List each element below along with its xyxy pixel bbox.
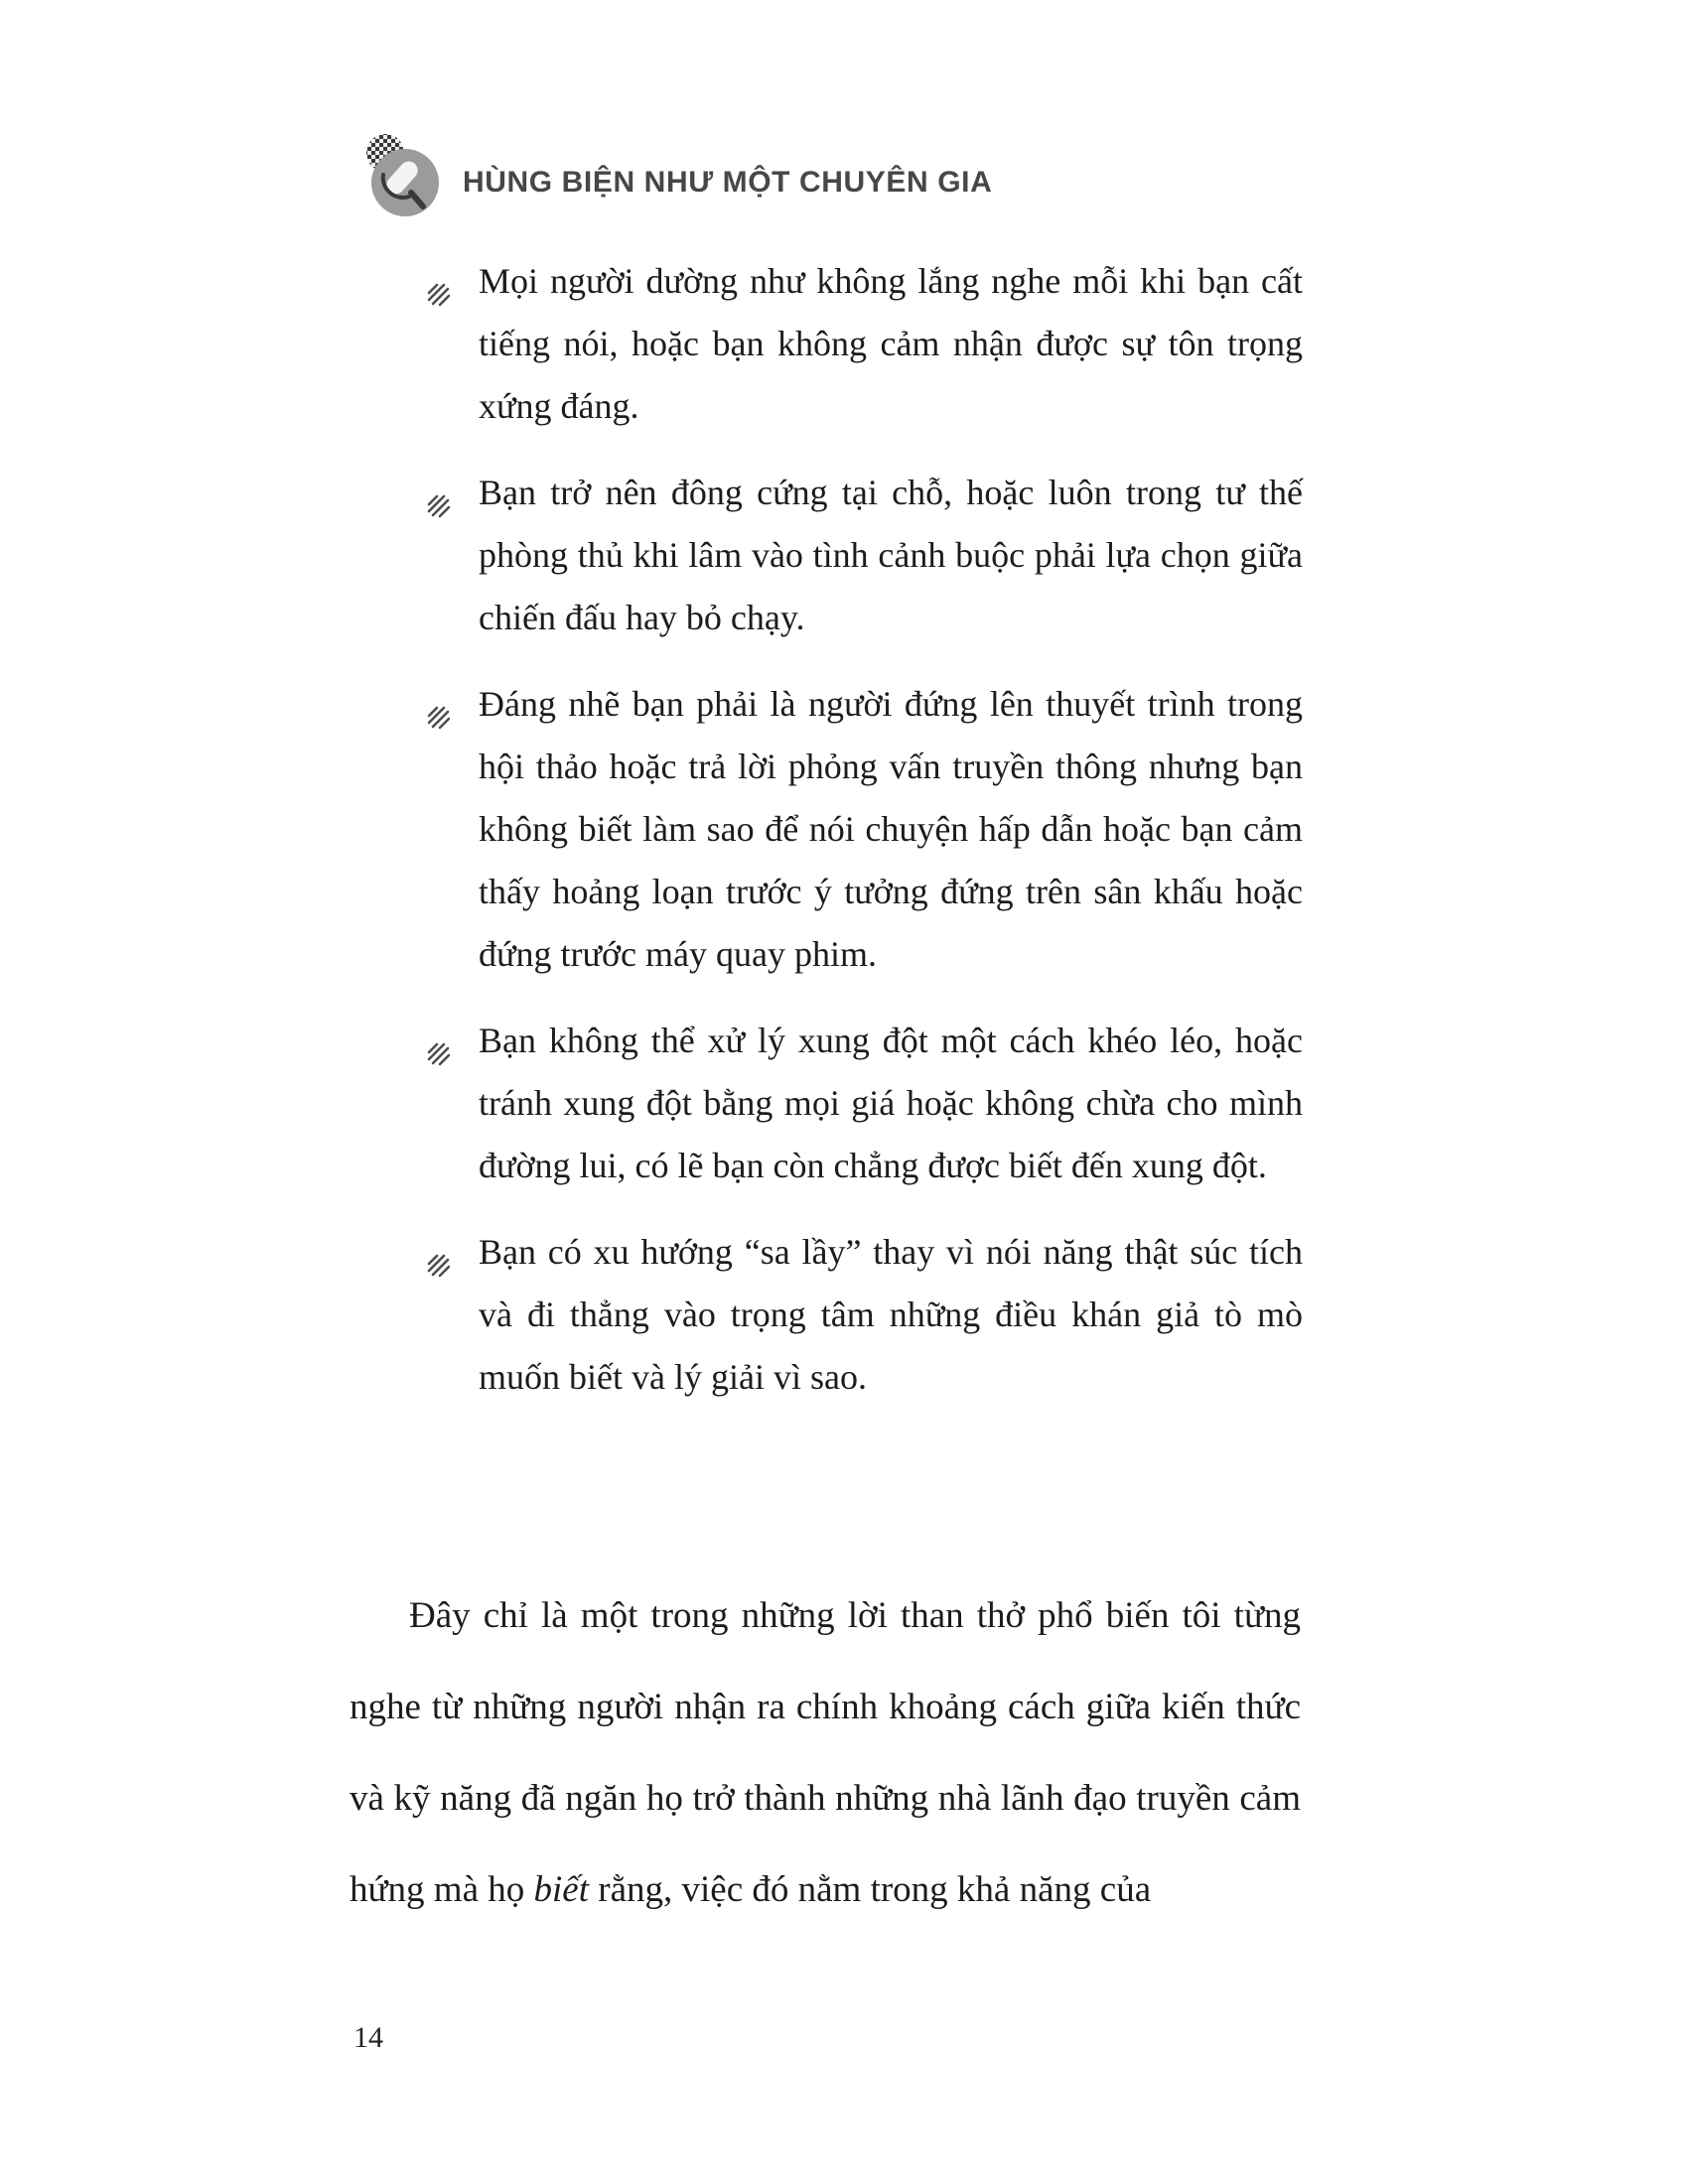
bullet-list: [427, 250, 1303, 1433]
page-title: HÙNG BIỆN NHƯ MỘT CHUYÊN GIA: [463, 166, 993, 199]
bullet-text: Bạn trở nên đông cứng tại chỗ, hoặc luôn trong tư thế phòng thủ khi lâm vào tình cảnh buộc phải lựa chọn giữa chiến đấu hay bỏ chạy.: [479, 473, 1303, 637]
list-item: [427, 1221, 1303, 1409]
page-number: 14: [353, 2021, 383, 2054]
paragraph-text-after: rằng, việc đó nằm trong khả năng của: [589, 1869, 1152, 1910]
bullet-text: Mọi người dường như không lắng nghe mỗi khi bạn cất tiếng nói, hoặc bạn không cảm nhận được sự tôn trọng xứng đáng.: [479, 261, 1303, 426]
hatch-bullet-icon: [427, 478, 453, 503]
hatch-bullet-icon: [427, 1025, 453, 1051]
list-item: [427, 250, 1303, 438]
list-item: [427, 1010, 1303, 1197]
hatch-bullet-icon: [427, 1237, 453, 1263]
hatch-bullet-icon: [427, 266, 453, 292]
page-header: [359, 131, 992, 220]
paragraph-text-before: Đây chỉ là một trong những lời than thở phổ biến tôi từng nghe từ những người nhận ra chính khoảng cách giữa kiến thức và kỹ năng đã ngăn họ trở thành những nhà lãnh đạo truyền cảm hứng mà họ: [350, 1595, 1301, 1910]
body-paragraph: [350, 1570, 1301, 1936]
paragraph-italic-word: biết: [533, 1869, 589, 1910]
bullet-text: Bạn không thể xử lý xung đột một cách khéo léo, hoặc tránh xung đột bằng mọi giá hoặc không chừa cho mình đường lui, có lẽ bạn còn chẳng được biết đến xung đột.: [479, 1021, 1303, 1185]
hatch-bullet-icon: [427, 689, 453, 715]
bullet-text: Đáng nhẽ bạn phải là người đứng lên thuyết trình trong hội thảo hoặc trả lời phỏng vấn truyền thông nhưng bạn không biết làm sao để nói chuyện hấp dẫn hoặc bạn cảm thấy hoảng loạn trước ý tưởng đứng trên sân khấu hoặc đứng trước máy quay phim.: [479, 684, 1303, 974]
list-item: [427, 673, 1303, 986]
bullet-text: Bạn có xu hướng “sa lầy” thay vì nói năng thật súc tích và đi thẳng vào trọng tâm những điều khán giả tò mò muốn biết và lý giải vì sao.: [479, 1232, 1303, 1397]
microphone-logo-icon: [359, 131, 441, 220]
list-item: [427, 462, 1303, 649]
